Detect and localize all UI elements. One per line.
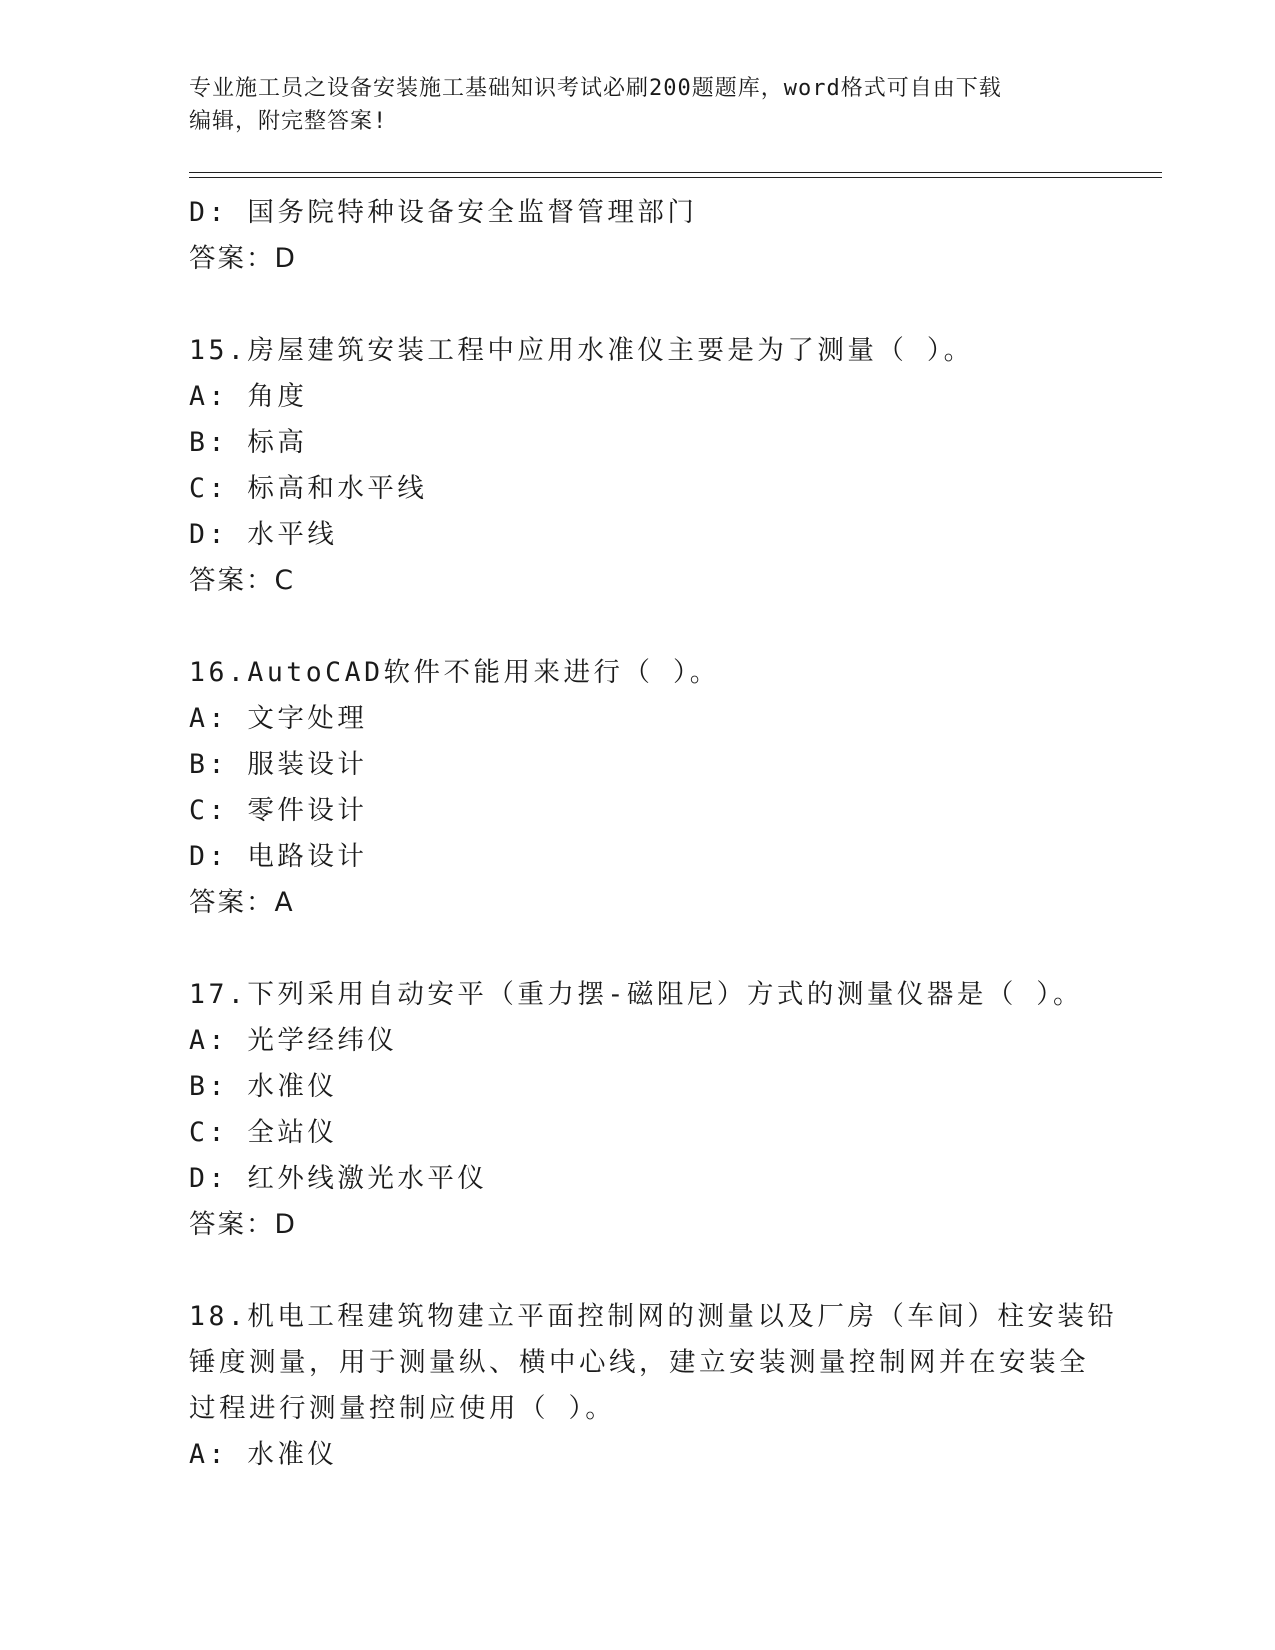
question-stem-line-1: 18.机电工程建筑物建立平面控制网的测量以及厂房（车间）柱安装铅	[189, 1301, 1118, 1332]
question-stem: 15.房屋建筑安装工程中应用水准仪主要是为了测量（ ）。	[189, 335, 974, 366]
question-stem: 16.AutoCAD软件不能用来进行（ ）。	[189, 657, 720, 688]
option-a: A: 文字处理	[189, 703, 368, 734]
option-a: A: 水准仪	[189, 1439, 338, 1470]
question-stem: 17.下列采用自动安平（重力摆-磁阻尼）方式的测量仪器是（ ）。	[189, 979, 1084, 1010]
option-b: B: 水准仪	[189, 1071, 338, 1102]
option-a: A: 光学经纬仪	[189, 1025, 398, 1056]
question-16	[189, 650, 1149, 926]
option-d: D: 电路设计	[189, 841, 368, 872]
question-list	[189, 190, 1149, 1478]
answer: 答案：A	[189, 887, 295, 918]
option-b: B: 服装设计	[189, 749, 368, 780]
prev-option-d: D: 国务院特种设备安全监督管理部门	[189, 197, 698, 228]
option-c: C: 全站仪	[189, 1117, 338, 1148]
header-divider-top	[189, 172, 1162, 173]
document-header	[189, 72, 1089, 138]
question-15	[189, 328, 1149, 604]
option-c: C: 零件设计	[189, 795, 368, 826]
prev-answer: 答案：D	[189, 243, 297, 274]
header-divider-bottom	[189, 177, 1162, 178]
option-a: A: 角度	[189, 381, 308, 412]
question-stem-line-3: 过程进行测量控制应使用（ ）。	[189, 1393, 616, 1424]
option-d: D: 水平线	[189, 519, 338, 550]
option-d: D: 红外线激光水平仪	[189, 1163, 488, 1194]
answer: 答案：C	[189, 565, 296, 596]
option-b: B: 标高	[189, 427, 308, 458]
question-17	[189, 972, 1149, 1248]
header-line-1: 专业施工员之设备安装施工基础知识考试必刷200题题库，word格式可自由下载	[189, 76, 1002, 101]
question-18	[189, 1294, 1149, 1478]
answer: 答案：D	[189, 1209, 297, 1240]
header-line-2: 编辑，附完整答案!	[189, 109, 388, 134]
question-stem-line-2: 锤度测量，用于测量纵、横中心线，建立安装测量控制网并在安装全	[189, 1347, 1089, 1378]
option-c: C: 标高和水平线	[189, 473, 428, 504]
